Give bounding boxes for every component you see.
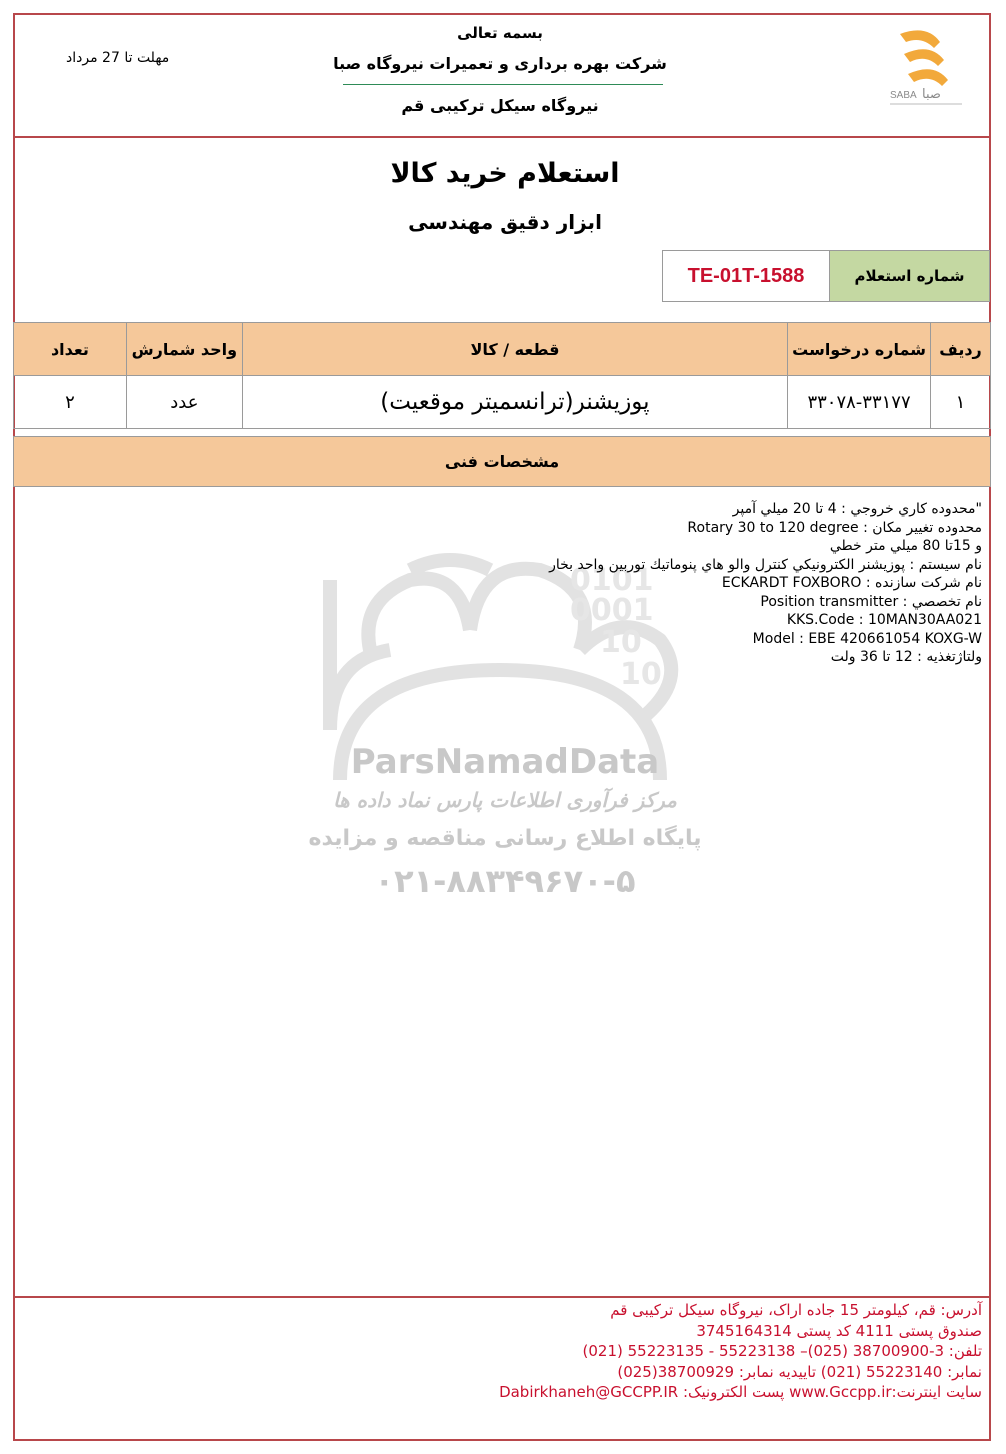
svg-text:10: 10: [600, 625, 642, 660]
logo-text: صبا: [922, 87, 941, 102]
header-divider: [13, 136, 991, 138]
col-request-no: شماره درخواست: [788, 323, 931, 376]
table-row: [14, 376, 991, 429]
spec-line: و 15تا 80 ميلي متر خطي: [829, 538, 982, 554]
inquiry-number-value: TE-01T-1588: [662, 250, 830, 302]
spec-line: KKS.Code : 10MAN30AA021: [786, 612, 982, 628]
spec-line: نام سيستم : پوزيشنر الكترونيكي كنترل والو هاي پنوماتيك توربين واحد بخار: [549, 556, 982, 573]
footer-contact: [430, 1300, 982, 1403]
deadline-text: مهلت تا 27 مرداد: [66, 50, 170, 66]
svg-text:0101: 0101: [570, 563, 654, 598]
watermark-phone: ۰۲۱-۸۸۳۴۹۶۷۰-۵: [374, 862, 636, 900]
footer-postbox: صندوق پستی 4111 کد پستی 3745164314: [696, 1321, 982, 1340]
watermark-line2: پایگاه اطلاع رسانی مناقصه و مزایده: [308, 826, 702, 851]
watermark-line1: مرکز فرآوری اطلاعات پارس نماد داده ها: [333, 788, 677, 812]
cell-request-no: ۳۳۰۷۸-۳۳۱۷۷: [788, 376, 931, 429]
company-underline: [343, 84, 663, 85]
spec-line: "محدوده كاري خروجي : 4 تا 20 ميلي آمپر: [732, 501, 982, 517]
svg-text:10: 10: [620, 657, 662, 692]
logo-latin: SABA: [890, 90, 917, 101]
cell-unit: عدد: [126, 376, 242, 429]
specs-heading: مشخصات فنی: [13, 436, 991, 487]
watermark-brand: ParsNamadData: [350, 742, 660, 782]
saba-logo: [882, 24, 972, 112]
footer-divider: [13, 1296, 991, 1298]
page-subtitle: ابزار دقیق مهندسی: [408, 210, 602, 234]
page-title: استعلام خرید کالا: [390, 158, 620, 189]
table-header-row: [14, 323, 991, 376]
plant-name: نیروگاه سیکل ترکیبی قم: [401, 96, 599, 115]
col-row: ردیف: [931, 323, 991, 376]
col-unit: واحد شمارش: [126, 323, 242, 376]
inquiry-number-label: شماره استعلام: [829, 250, 990, 302]
footer-phone: تلفن: 3-38700900 (025)– 55223138 - 55223135 (021): [582, 1342, 982, 1360]
bismillah: بسمه تعالی: [457, 24, 543, 42]
specs-body: [500, 500, 982, 667]
footer-address: آدرس: قم، کیلومتر 15 جاده اراک، نیروگاه سیکل ترکیبی قم: [610, 1301, 982, 1319]
spec-line: نام تخصصي : Position transmitter: [760, 593, 982, 610]
cell-item: پوزیشنر(ترانسمیتر موقعیت): [242, 376, 787, 429]
col-qty: تعداد: [14, 323, 127, 376]
spec-line: Model : EBE 420661054 KOXG-W: [752, 630, 982, 647]
spec-line: محدوده تغيير مكان : Rotary 30 to 120 degree: [687, 519, 982, 536]
spec-line: نام شركت سازنده : ECKARDT FOXBORO: [721, 575, 982, 591]
items-table: [13, 322, 991, 429]
spec-line: ولتاژتغذيه : 12 تا 36 ولت: [830, 649, 982, 665]
footer-web-email: سایت اینترنت:www.Gccpp.ir پست الکترونیک: Dabirkhaneh@GCCPP.IR: [499, 1383, 982, 1401]
footer-fax: نمابر: 55223140 (021) تاییدیه نمابر: 38700929(025): [617, 1362, 982, 1381]
svg-text:0001: 0001: [570, 593, 654, 628]
col-item: قطعه / کالا: [242, 323, 787, 376]
cell-row: ۱: [931, 376, 991, 429]
company-name: شرکت بهره برداری و تعمیرات نیروگاه صبا: [333, 54, 667, 73]
cell-qty: ۲: [14, 376, 127, 429]
